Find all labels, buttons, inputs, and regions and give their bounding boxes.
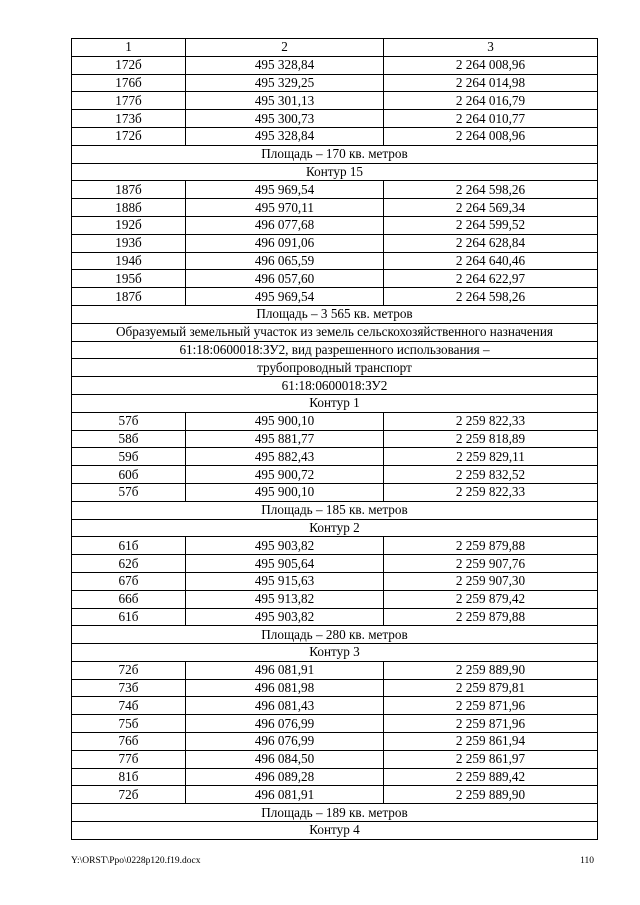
coordinate-row <box>72 697 598 715</box>
coordinate-row <box>72 555 598 573</box>
y-coordinate-cell: 2 259 822,33 <box>384 412 598 430</box>
x-coordinate-cell: 496 065,59 <box>186 252 384 270</box>
y-coordinate-cell: 2 259 879,88 <box>384 537 598 555</box>
point-number-cell: 76б <box>72 733 186 751</box>
column-header: 2 <box>186 39 384 57</box>
contour-title-row <box>72 394 598 412</box>
x-coordinate-cell: 496 081,43 <box>186 697 384 715</box>
coordinate-row <box>72 216 598 234</box>
parcel-description-line <box>72 323 598 341</box>
point-number-cell: 188б <box>72 199 186 217</box>
coordinate-row <box>72 786 598 804</box>
x-coordinate-cell: 495 300,73 <box>186 110 384 128</box>
y-coordinate-cell: 2 264 008,96 <box>384 127 598 145</box>
y-coordinate-cell: 2 259 871,96 <box>384 715 598 733</box>
point-number-cell: 60б <box>72 466 186 484</box>
point-number-cell: 172б <box>72 127 186 145</box>
y-coordinate-cell: 2 264 622,97 <box>384 270 598 288</box>
coordinate-row <box>72 483 598 501</box>
y-coordinate-cell: 2 259 889,42 <box>384 768 598 786</box>
y-coordinate-cell: 2 259 907,30 <box>384 572 598 590</box>
x-coordinate-cell: 495 903,82 <box>186 608 384 626</box>
y-coordinate-cell: 2 259 879,42 <box>384 590 598 608</box>
area-row-cell: Площадь – 185 кв. метров <box>72 501 598 519</box>
y-coordinate-cell: 2 259 822,33 <box>384 483 598 501</box>
coordinate-row <box>72 715 598 733</box>
coordinate-row <box>72 252 598 270</box>
y-coordinate-cell: 2 264 640,46 <box>384 252 598 270</box>
x-coordinate-cell: 496 081,91 <box>186 661 384 679</box>
x-coordinate-cell: 496 057,60 <box>186 270 384 288</box>
coordinate-row <box>72 234 598 252</box>
x-coordinate-cell: 496 077,68 <box>186 216 384 234</box>
parcel-description-line-cell: 61:18:0600018:ЗУ2, вид разрешенного использования – <box>72 341 598 359</box>
y-coordinate-cell: 2 259 907,76 <box>384 555 598 573</box>
y-coordinate-cell: 2 264 016,79 <box>384 92 598 110</box>
parcel-description-line-cell: Образуемый земельный участок из земель сельскохозяйственного назначения <box>72 323 598 341</box>
column-header: 1 <box>72 39 186 57</box>
coordinate-row <box>72 448 598 466</box>
coordinate-row <box>72 199 598 217</box>
point-number-cell: 187б <box>72 181 186 199</box>
coordinate-row <box>72 537 598 555</box>
x-coordinate-cell: 496 089,28 <box>186 768 384 786</box>
point-number-cell: 59б <box>72 448 186 466</box>
x-coordinate-cell: 496 076,99 <box>186 733 384 751</box>
coordinate-row <box>72 466 598 484</box>
y-coordinate-cell: 2 259 832,52 <box>384 466 598 484</box>
y-coordinate-cell: 2 259 889,90 <box>384 661 598 679</box>
coordinate-row <box>72 110 598 128</box>
y-coordinate-cell: 2 264 628,84 <box>384 234 598 252</box>
cadastral-number-row-cell: 61:18:0600018:ЗУ2 <box>72 377 598 395</box>
y-coordinate-cell: 2 264 598,26 <box>384 288 598 306</box>
point-number-cell: 73б <box>72 679 186 697</box>
coordinate-row <box>72 74 598 92</box>
document-path: Y:\ORST\Ppo\0228p120.f19.docx <box>71 856 201 866</box>
cadastral-number-row <box>72 377 598 395</box>
point-number-cell: 58б <box>72 430 186 448</box>
area-row-cell: Площадь – 3 565 кв. метров <box>72 305 598 323</box>
y-coordinate-cell: 2 264 008,96 <box>384 56 598 74</box>
x-coordinate-cell: 496 084,50 <box>186 750 384 768</box>
point-number-cell: 195б <box>72 270 186 288</box>
x-coordinate-cell: 495 913,82 <box>186 590 384 608</box>
coordinate-row <box>72 127 598 145</box>
y-coordinate-cell: 2 264 599,52 <box>384 216 598 234</box>
point-number-cell: 187б <box>72 288 186 306</box>
coordinates-table-body <box>72 39 598 840</box>
x-coordinate-cell: 495 969,54 <box>186 288 384 306</box>
area-row <box>72 501 598 519</box>
coordinate-row <box>72 733 598 751</box>
x-coordinate-cell: 495 969,54 <box>186 181 384 199</box>
coordinate-row <box>72 288 598 306</box>
y-coordinate-cell: 2 259 871,96 <box>384 697 598 715</box>
point-number-cell: 61б <box>72 537 186 555</box>
point-number-cell: 192б <box>72 216 186 234</box>
coordinate-row <box>72 181 598 199</box>
contour-title-row <box>72 822 598 840</box>
point-number-cell: 193б <box>72 234 186 252</box>
x-coordinate-cell: 495 900,10 <box>186 412 384 430</box>
point-number-cell: 173б <box>72 110 186 128</box>
y-coordinate-cell: 2 259 861,97 <box>384 750 598 768</box>
coordinates-table <box>71 38 598 840</box>
y-coordinate-cell: 2 264 598,26 <box>384 181 598 199</box>
y-coordinate-cell: 2 259 879,81 <box>384 679 598 697</box>
coordinate-row <box>72 768 598 786</box>
y-coordinate-cell: 2 259 818,89 <box>384 430 598 448</box>
contour-title-row <box>72 644 598 662</box>
x-coordinate-cell: 495 900,10 <box>186 483 384 501</box>
y-coordinate-cell: 2 264 569,34 <box>384 199 598 217</box>
contour-title-row <box>72 163 598 181</box>
coordinate-row <box>72 270 598 288</box>
x-coordinate-cell: 495 905,64 <box>186 555 384 573</box>
column-header-row <box>72 39 598 57</box>
x-coordinate-cell: 495 301,13 <box>186 92 384 110</box>
point-number-cell: 74б <box>72 697 186 715</box>
point-number-cell: 177б <box>72 92 186 110</box>
coordinate-row <box>72 572 598 590</box>
x-coordinate-cell: 495 328,84 <box>186 56 384 74</box>
x-coordinate-cell: 496 081,98 <box>186 679 384 697</box>
contour-title-row-cell: Контур 1 <box>72 394 598 412</box>
y-coordinate-cell: 2 264 014,98 <box>384 74 598 92</box>
point-number-cell: 72б <box>72 786 186 804</box>
area-row <box>72 626 598 644</box>
coordinate-row <box>72 430 598 448</box>
parcel-description-line <box>72 359 598 377</box>
x-coordinate-cell: 495 903,82 <box>186 537 384 555</box>
x-coordinate-cell: 495 882,43 <box>186 448 384 466</box>
coordinate-row <box>72 661 598 679</box>
point-number-cell: 172б <box>72 56 186 74</box>
point-number-cell: 61б <box>72 608 186 626</box>
contour-title-row-cell: Контур 2 <box>72 519 598 537</box>
column-header: 3 <box>384 39 598 57</box>
parcel-description-line <box>72 341 598 359</box>
area-row-cell: Площадь – 170 кв. метров <box>72 145 598 163</box>
area-row <box>72 804 598 822</box>
y-coordinate-cell: 2 259 879,88 <box>384 608 598 626</box>
point-number-cell: 72б <box>72 661 186 679</box>
x-coordinate-cell: 495 900,72 <box>186 466 384 484</box>
y-coordinate-cell: 2 259 861,94 <box>384 733 598 751</box>
y-coordinate-cell: 2 259 829,11 <box>384 448 598 466</box>
coordinate-row <box>72 412 598 430</box>
area-row <box>72 145 598 163</box>
coordinate-row <box>72 608 598 626</box>
parcel-description-line-cell: трубопроводный транспорт <box>72 359 598 377</box>
y-coordinate-cell: 2 264 010,77 <box>384 110 598 128</box>
contour-title-row-cell: Контур 15 <box>72 163 598 181</box>
x-coordinate-cell: 495 970,11 <box>186 199 384 217</box>
coordinate-row <box>72 56 598 74</box>
page-number: 110 <box>580 856 594 866</box>
point-number-cell: 176б <box>72 74 186 92</box>
x-coordinate-cell: 496 076,99 <box>186 715 384 733</box>
point-number-cell: 57б <box>72 412 186 430</box>
coordinate-row <box>72 590 598 608</box>
coordinate-row <box>72 679 598 697</box>
point-number-cell: 77б <box>72 750 186 768</box>
point-number-cell: 194б <box>72 252 186 270</box>
x-coordinate-cell: 495 328,84 <box>186 127 384 145</box>
x-coordinate-cell: 496 091,06 <box>186 234 384 252</box>
point-number-cell: 67б <box>72 572 186 590</box>
point-number-cell: 75б <box>72 715 186 733</box>
x-coordinate-cell: 496 081,91 <box>186 786 384 804</box>
contour-title-row-cell: Контур 4 <box>72 822 598 840</box>
coordinate-row <box>72 750 598 768</box>
area-row-cell: Площадь – 189 кв. метров <box>72 804 598 822</box>
area-row-cell: Площадь – 280 кв. метров <box>72 626 598 644</box>
contour-title-row-cell: Контур 3 <box>72 644 598 662</box>
point-number-cell: 81б <box>72 768 186 786</box>
y-coordinate-cell: 2 259 889,90 <box>384 786 598 804</box>
area-row <box>72 305 598 323</box>
x-coordinate-cell: 495 881,77 <box>186 430 384 448</box>
point-number-cell: 57б <box>72 483 186 501</box>
contour-title-row <box>72 519 598 537</box>
coordinate-row <box>72 92 598 110</box>
point-number-cell: 62б <box>72 555 186 573</box>
x-coordinate-cell: 495 329,25 <box>186 74 384 92</box>
point-number-cell: 66б <box>72 590 186 608</box>
x-coordinate-cell: 495 915,63 <box>186 572 384 590</box>
